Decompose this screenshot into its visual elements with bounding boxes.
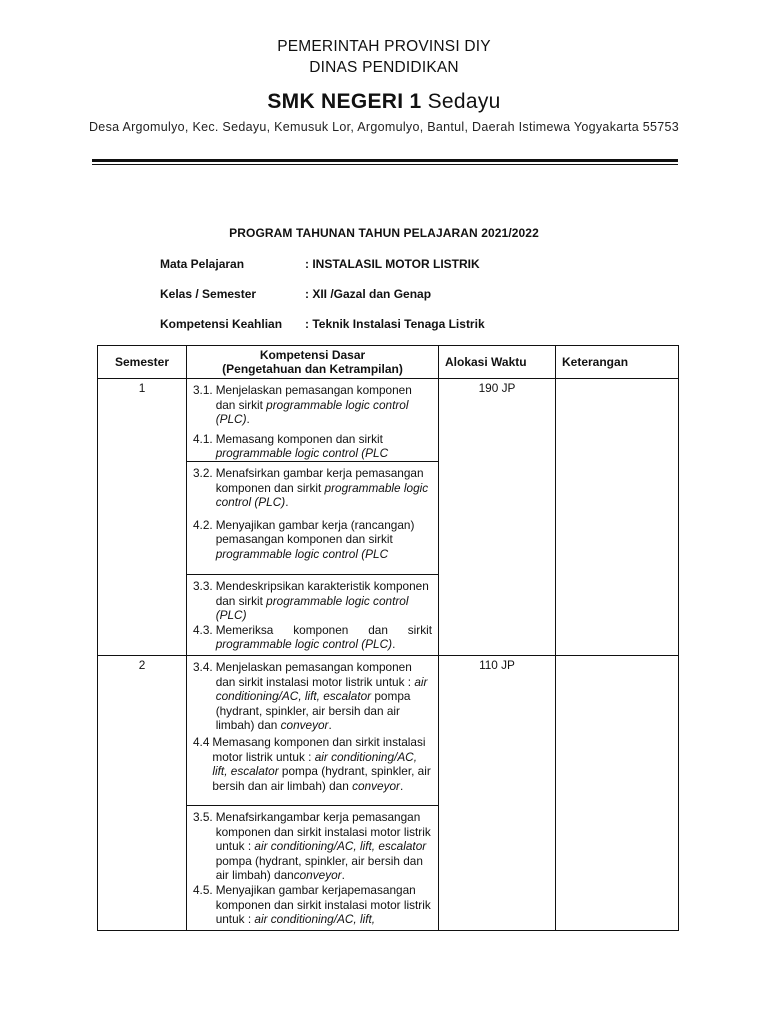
government-name: PEMERINTAH PROVINSI DIY xyxy=(277,38,491,55)
semester-cell: 2 xyxy=(98,655,187,930)
header-semester: Semester xyxy=(98,346,187,379)
header-kd-line2: (Pengetahuan dan Ketrampilan) xyxy=(222,362,403,376)
kd-text-italic: air conditioning/AC, lift, escalator xyxy=(254,839,427,854)
kd-block xyxy=(187,575,438,655)
kd-number: 4.5. xyxy=(193,882,213,897)
kd-text-italic: conveyor xyxy=(352,778,400,793)
kd-text-run: . xyxy=(246,412,250,427)
letterhead-divider-thin xyxy=(92,164,678,165)
kd-item xyxy=(193,660,432,733)
kd-text-italic: programmable logic control (PLC) xyxy=(215,593,409,623)
kd-text-italic: programmable logic control (PLC xyxy=(215,446,389,461)
kd-text xyxy=(216,810,432,883)
kd-text-italic: air conditioning/AC, lift, xyxy=(254,912,376,927)
kd-text-run: pompa (hydrant, spinkler, air bersih dan air limbah) dan xyxy=(212,764,431,793)
kd-text xyxy=(216,623,432,652)
meta-value: : INSTALASIL MOTOR LISTRIK xyxy=(305,257,480,271)
school-name xyxy=(0,90,768,114)
kd-number: 4.4 xyxy=(193,734,210,749)
kd-item xyxy=(193,432,432,461)
kd-block xyxy=(187,806,438,930)
department-name: DINAS PENDIDIKAN xyxy=(309,59,459,76)
kd-text-run: Menafsirkan gambar kerja pemasangan komponen dan sirkit xyxy=(215,466,424,495)
kd-text xyxy=(216,432,432,461)
header-kompetensi-dasar xyxy=(187,346,439,379)
kd-text-run: Menjelaskan pemasangan komponen dan sirkit xyxy=(215,383,412,412)
annual-program-table xyxy=(97,345,679,931)
kd-text-run: Memeriksa komponen dan sirkit xyxy=(215,622,432,637)
keterangan-cell xyxy=(556,655,679,930)
kd-text-italic: programmable logic control (PLC) xyxy=(215,480,429,510)
header-alokasi-waktu: Alokasi Waktu xyxy=(439,346,556,379)
kd-text xyxy=(216,579,432,623)
kd-item xyxy=(193,383,432,427)
kd-text-run: Memasang komponen dan sirkit instalasi motor listrik untuk : xyxy=(212,734,426,764)
kd-number: 4.2. xyxy=(193,517,213,532)
kd-text-run: . xyxy=(392,637,396,652)
kd-number: 3.2. xyxy=(193,466,213,480)
kd-text-run: . xyxy=(341,868,345,883)
kd-text-run: Menjelaskan pemasangan komponen dan sirkit instalasi motor listrik untuk : xyxy=(215,659,415,689)
meta-value: : Teknik Instalasi Tenaga Listrik xyxy=(305,317,485,331)
kd-item xyxy=(193,623,432,652)
kd-text-run: Menyajikan gambar kerja (rancangan) pemasangan komponen dan sirkit xyxy=(215,517,415,547)
meta-label: Kelas / Semester xyxy=(160,287,257,301)
meta-label: Mata Pelajaran xyxy=(160,257,245,271)
school-name-bold: SMK NEGERI 1 xyxy=(267,90,422,113)
kd-text-italic: conveyor xyxy=(280,718,329,733)
kd-text-run: Memasang komponen dan sirkit xyxy=(215,431,383,446)
kd-text-italic: air conditioning/AC, lift, escalator xyxy=(212,749,417,779)
kd-text-italic: programmable logic control (PLC xyxy=(215,546,389,561)
kd-text-run: Mendeskripsikan karakteristik komponen dan sirkit xyxy=(215,579,429,608)
kd-block xyxy=(187,656,438,806)
header-kd-line1: Kompetensi Dasar xyxy=(259,348,366,362)
kd-number: 3.4. xyxy=(193,659,213,674)
kd-number: 3.1. xyxy=(193,383,213,397)
kd-text-italic: programmable logic control (PLC) xyxy=(215,397,409,427)
header-keterangan: Keterangan xyxy=(556,346,679,379)
kd-block xyxy=(187,379,438,462)
kd-item xyxy=(193,883,432,927)
kd-text xyxy=(216,518,432,562)
kd-item xyxy=(193,518,432,562)
kd-item xyxy=(193,735,432,793)
kd-number: 3.3. xyxy=(193,579,213,593)
kd-number: 3.5. xyxy=(193,809,213,824)
semester-cell: 1 xyxy=(98,379,187,656)
school-name-rest: Sedayu xyxy=(421,90,501,113)
meta-label: Kompetensi Keahlian xyxy=(160,317,283,331)
kd-block xyxy=(187,462,438,575)
kd-text xyxy=(216,466,432,510)
kd-item xyxy=(193,810,432,883)
kd-text-italic: conveyor xyxy=(293,868,342,883)
kd-cell xyxy=(187,655,439,930)
kd-text xyxy=(216,383,432,427)
table-header-row xyxy=(98,346,679,379)
kd-text xyxy=(216,660,432,733)
alokasi-cell: 110 JP xyxy=(439,655,556,930)
kd-text-italic: air conditioning/AC, lift, escalator xyxy=(215,674,428,704)
kd-cell xyxy=(187,379,439,656)
kd-text-run: pompa (hydrant, spinkler, air bersih dan air limbah) dan xyxy=(215,689,411,733)
keterangan-cell xyxy=(556,379,679,656)
kd-text xyxy=(212,735,432,793)
kd-text-run: pompa (hydrant, spinkler, air bersih dan air limbah) dan xyxy=(215,853,423,883)
meta-value: : XII /Gazal dan Genap xyxy=(305,287,432,301)
program-title: PROGRAM TAHUNAN TAHUN PELAJARAN 2021/2022 xyxy=(229,226,539,240)
table-row-semester-2 xyxy=(98,655,679,930)
kd-number: 4.3. xyxy=(193,622,213,637)
kd-item xyxy=(193,466,432,510)
kd-text-italic: programmable logic control (PLC) xyxy=(215,637,393,652)
kd-text-run: Menyajikan gambar kerjapemasangan komponen dan sirkit instalasi motor listrik untuk : xyxy=(215,882,431,927)
letterhead-divider-thick xyxy=(92,159,678,162)
school-address: Desa Argomulyo, Kec. Sedayu, Kemusuk Lor, Argomulyo, Bantul, Daerah Istimewa Yogyakarta 55753 xyxy=(88,120,680,134)
kd-text-run: Menafsirkangambar kerja pemasangan komponen dan sirkit instalasi motor listrik untuk : xyxy=(215,809,431,854)
kd-number: 4.1. xyxy=(193,431,213,446)
letterhead xyxy=(0,36,768,134)
table-row-semester-1 xyxy=(98,379,679,656)
kd-text-run: . xyxy=(328,718,332,733)
alokasi-cell: 190 JP xyxy=(439,379,556,656)
kd-text-run: . xyxy=(399,778,404,793)
kd-text-run: . xyxy=(285,495,289,510)
kd-text xyxy=(216,883,432,927)
kd-item xyxy=(193,579,432,623)
